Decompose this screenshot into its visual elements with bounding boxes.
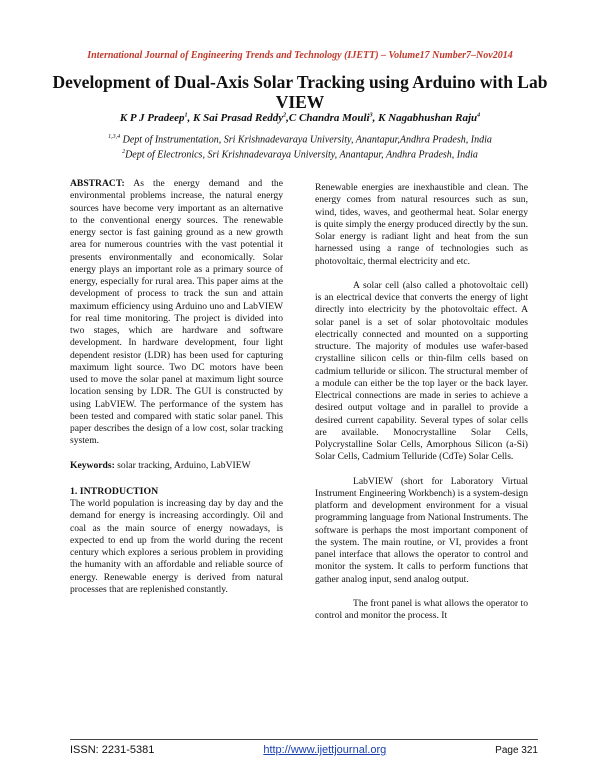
author-1-sup: 1 <box>184 112 188 119</box>
solar-cell-paragraph: A solar cell (also called a photovoltaic cell) is an electrical device that converts the energy of light directly into electricity by the photovoltaic effect. A solar panel is a set of solar photovoltaic modules electrically connected and mounted on a supporting structure. The majority of modules use wafer-based crystalline silicon cells or thin-film cells based on cadmium telluride or silicon. The structural member of a module can either be the top layer or the back layer. Electrical connections are made in series to achieve a desired output voltage and in parallel to provide a desired current capability. Several types of solar cells are available. Monocrystalline Solar Cells, Polycrystalline Solar Cells, Amorphous Silicon (a-Si) Solar Cells, Cadmium Telluride (CdTe) Solar Cells. <box>315 279 528 463</box>
abstract-label: ABSTRACT: <box>70 178 125 189</box>
author-3-sup: 3 <box>369 112 373 119</box>
front-panel-paragraph: The front panel is what allows the operator to control and monitor the process. It <box>315 597 528 621</box>
intro-text: The world population is increasing day by day and the demand for energy is increasing accordingly. Oil and coal as the main source of energy nowadays, is expected to end up from the world during the recent century which explores a serious problem in providing the humanity with an affordable and reliable source of energy. Renewable energy is derived from natural processes that are replenished constantly. <box>70 498 283 595</box>
left-column <box>70 178 283 596</box>
issn: ISSN: 2231-5381 <box>70 744 155 756</box>
keywords <box>70 460 283 472</box>
intro-heading: 1. INTRODUCTION <box>70 485 159 497</box>
affiliation-2-text: Dept of Electronics, Sri Krishnadevaraya University, Anantapur, Andhra Pradesh, India <box>125 149 478 161</box>
paper-title: Development of Dual-Axis Solar Tracking using Arduino with Lab VIEW <box>52 72 548 112</box>
abstract <box>70 178 283 448</box>
author-4-sup: 4 <box>477 112 481 119</box>
affiliation-2-sup: 2 <box>122 149 126 155</box>
affiliation-1-text: Dept of Instrumentation, Sri Krishnadevaraya University, Anantapur,Andhra Pradesh, India <box>120 134 492 146</box>
labview-paragraph: LabVIEW (short for Laboratory Virtual Instrument Engineering Workbench) is a system-design platform and development environment for a visual programming language from National Instruments. The software is perhaps the most important component of the system. The main routine, or VI, provides a front panel interface that allows the operator to control and monitor the system. It calls to perform functions that gather analog input, send analog output. <box>315 475 528 585</box>
journal-header: International Journal of Engineering Trends and Technology (IJETT) – Volume17 Number7–Nov2014 <box>87 50 513 61</box>
author-list <box>0 112 600 124</box>
journal-link[interactable]: http://www.ijettjournal.org <box>263 744 387 756</box>
keywords-text: solar tracking, Arduino, LabVIEW <box>114 459 251 471</box>
page-footer <box>70 744 538 756</box>
author-1: K P J Pradeep <box>119 112 185 124</box>
author-4: , K Nagabhushan Raju <box>372 112 478 124</box>
right-column <box>315 182 528 622</box>
author-3: ,C Chandra Mouli <box>286 112 370 124</box>
affiliation-1-sup: 1,3,4 <box>108 134 121 140</box>
renewable-paragraph: Renewable energies are inexhaustible and clean. The energy comes from natural resources such as sun, wind, tides, waves, and geothermal heat. Solar energy is quite simply the energy produced directly by the sun. Solar energy is radiant light and heat from the sun harnessed using a range of technologies such as photovoltaic, thermal electricity and etc. <box>315 182 528 267</box>
keywords-label: Keywords: <box>70 459 115 471</box>
author-2-sup: 2 <box>283 112 287 119</box>
footer-divider <box>70 739 538 740</box>
author-2: , K Sai Prasad Reddy <box>187 112 284 124</box>
affiliation-2 <box>0 149 600 160</box>
affiliation-1 <box>0 134 600 145</box>
page-number: Page 321 <box>495 745 538 756</box>
abstract-text: As the energy demand and the environmental problems increase, the natural energy sources have become very important as an alternative to the conventional energy sources. The renewable energy sector is fast gaining ground as a new growth area for numerous countries with the vast potential it presents environmentally and economically. Solar energy plays an important role as a primary source of energy, especially for rural area. This paper aims at the development of process to track the sun and attain maximum efficiency using Arduino uno and LabVIEW for real time monitoring. The project is divided into two stages, which are hardware and software development. In hardware development, four light dependent resistor (LDR) has been used for capturing maximum light source. Two DC motors have been used to move the solar panel at maximum light source location sensing by LDR. The GUI is constructed by using LabVIEW. The performance of the system has been tested and compared with static solar panel. This paper describes the design of a low cost, solar tracking system. <box>70 178 283 447</box>
